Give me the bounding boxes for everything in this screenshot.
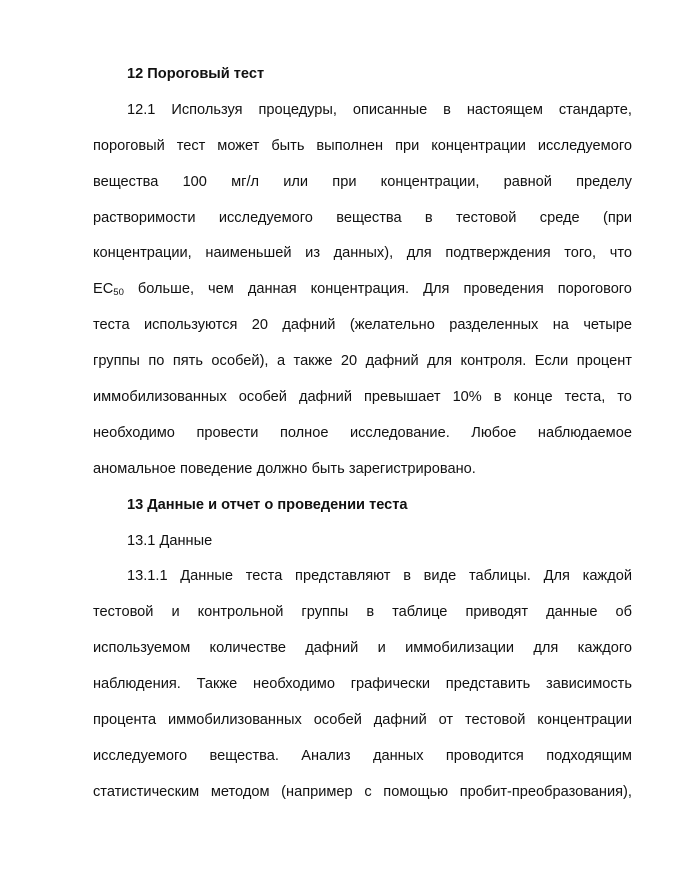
section-12-heading-text: 12 Пороговый тест [127,66,265,82]
word: необходимо [253,676,335,693]
word: превышает [364,389,441,406]
word: теста [93,317,130,334]
word: процента [93,712,157,729]
word: исследуемого [537,137,632,154]
word: 20 [251,317,269,334]
word: зарегистрировано. [348,460,476,477]
text-line [93,308,632,344]
word: исследуемого [218,209,313,226]
text-line [93,775,632,811]
word: провести [196,424,259,441]
word: по [148,353,165,370]
word: конце [513,389,553,406]
text-line [93,559,632,595]
word: Анализ [301,747,351,764]
word: контрольной [197,604,284,621]
word: Для [543,568,570,585]
word: порогового [557,281,632,298]
word: 13.1.1 [127,568,168,585]
word: 100 [182,173,207,190]
word: данная [247,281,297,298]
word: в [366,604,375,621]
word: каждой [582,568,632,585]
word: также [293,353,333,370]
word: представляют [295,568,391,585]
word: особей [238,389,287,406]
word: дафний [298,389,352,406]
word: таблице [392,604,448,621]
word: данных), [333,245,394,262]
text-line [93,667,632,703]
word: методом [210,783,270,800]
word: Любое [471,424,517,441]
word: тестовой [464,712,526,729]
word: для [427,353,453,370]
word: тестовой [93,604,154,621]
word: при [332,173,357,190]
word: тестовой [456,209,517,226]
word: помощью [383,783,449,800]
word: необходимо [93,424,175,441]
word: количестве [209,640,286,657]
word: теста [245,568,283,585]
word: группы [93,353,140,370]
word: в [424,209,433,226]
document-page [93,57,632,811]
word: 10% [452,389,482,406]
word: пять [172,353,203,370]
word: Для [423,281,450,298]
word: особей [313,712,362,729]
word: виде [423,568,457,585]
word: концентрации, [93,245,192,262]
word: выполнен [316,137,384,154]
word: теста, [564,389,606,406]
word: среде [539,209,580,226]
word: настоящем [466,101,543,118]
word: об [615,604,632,621]
word: на [552,317,569,334]
text-line [93,703,632,739]
word: данные [546,604,598,621]
word: наблюдения. [93,676,181,693]
text-line [93,380,632,416]
section-13-heading [93,488,632,524]
word: графически [350,676,431,693]
word: вещества [93,173,159,190]
word: а [276,353,286,370]
word: и [377,640,386,657]
word: или [283,173,309,190]
word: (например [281,783,353,800]
ec50-term: $EC_{50}$ [93,281,124,299]
word: то [617,389,632,406]
word: больше, [137,281,195,298]
word: подтверждения [445,245,551,262]
word: пределу [576,173,632,190]
word: иммобилизованных [168,712,302,729]
section-13-1-subheading [93,524,632,560]
word: дафний [373,712,427,729]
section-12-heading [93,57,632,93]
word: тест [176,137,206,154]
word: проведения [463,281,544,298]
text-line [93,93,632,129]
text-line [93,631,632,667]
section-13-1-subheading-text: 13.1 Данные [127,532,213,549]
word: и [171,604,180,621]
word: в [403,568,411,585]
word: проводится [445,747,524,764]
word: зависимость [546,676,632,693]
word: процедуры, [258,101,337,118]
word: пороговый [93,137,165,154]
word: растворимости [93,209,196,226]
word: контроля. [460,353,527,370]
word: исследуемого [93,747,188,764]
word: подходящим [546,747,632,764]
word: Используя [171,101,243,118]
word: дафний [305,640,359,657]
word: может [217,137,260,154]
word: наименьшей [205,245,292,262]
word: исследование. [349,424,450,441]
word: статистическим [93,783,200,800]
word: из [305,245,321,262]
section-13-paragraph [93,559,632,810]
word: в [493,389,502,406]
word: Если [534,353,569,370]
word: иммобилизованных [93,389,227,406]
word: при [395,137,420,154]
word: того, [564,245,597,262]
word: таблицы. [468,568,531,585]
word: Данные [180,568,234,585]
word: наблюдаемое [537,424,632,441]
word: процент [576,353,632,370]
word: должно [256,460,308,477]
word: вещества [336,209,402,226]
word: особей), [211,353,269,370]
word: используются [143,317,238,334]
text-line [93,201,632,237]
word: пробит-преобразования), [459,783,632,800]
text-line [93,236,632,272]
word: поведение [180,460,253,477]
word: для [533,640,559,657]
text-line [93,272,632,308]
section-13-heading-text: 13 Данные и отчет о проведении теста [127,496,408,513]
word: Также [196,676,238,693]
word: данных [372,747,424,764]
word: в [443,101,451,118]
word: приводят [465,604,529,621]
word: используемом [93,640,191,657]
word: аномальное [93,460,176,477]
word: что [609,245,632,262]
word: полное [279,424,329,441]
word: дафний [365,353,419,370]
word: (при [602,209,632,226]
word: 20 [340,353,358,370]
word: вещества. [209,747,279,764]
word: равной [503,173,552,190]
word: четыре [583,317,632,334]
text-line [93,344,632,380]
word: каждого [577,640,632,657]
text-line [93,416,632,452]
text-line [93,129,632,165]
text-line [93,595,632,631]
word: от [438,712,454,729]
word: 12.1 [127,101,156,118]
word: с [364,783,372,800]
text-line [93,452,632,488]
word: иммобилизации [405,640,515,657]
word: (желательно [349,317,435,334]
section-12-paragraph [93,93,632,488]
text-line [93,739,632,775]
word: быть [311,460,345,477]
word: дафний [282,317,336,334]
word: концентрации [431,137,526,154]
text-line [93,165,632,201]
word: представить [445,676,531,693]
word: чем [208,281,234,298]
word: стандарте, [558,101,632,118]
word: концентрации, [380,173,480,190]
word: группы [301,604,349,621]
word: мг/л [231,173,260,190]
word: концентрации [537,712,632,729]
word: описанные [352,101,428,118]
word: для [406,245,432,262]
word: быть [271,137,305,154]
word: разделенных [449,317,539,334]
word: концентрация. [310,281,410,298]
